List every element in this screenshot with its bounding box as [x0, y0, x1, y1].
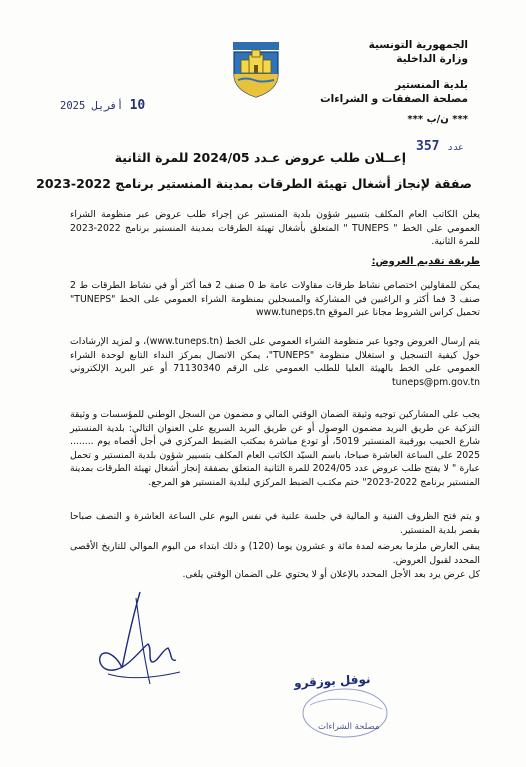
stamp-day: 10: [129, 98, 146, 113]
republic-name: الجمهورية التونسية: [368, 39, 468, 51]
signatory-name: نوفل بوزقرو: [293, 672, 371, 690]
stamp-month: أفريل: [91, 100, 124, 112]
department-name: مصلحة الصفقات و الشراءات: [320, 93, 468, 105]
municipality-name: بلدية المنستير: [395, 79, 468, 91]
stamp-year: 2025: [60, 100, 86, 112]
reference-marker: *** ن/ب ***: [407, 114, 468, 125]
stamp-department: مصلحة الشراءات: [318, 722, 380, 732]
announcement-title: إعــلان طلب عروض عـدد 2024/05 للمرة الثانية: [114, 150, 406, 165]
validity-paragraph: يبقى العارض ملزما بعرضه لمدة مائة و عشرون يوما (120) و ذلك ابتداء من اليوم الموالي للتاريخ الأقصى المحدد لقبول العروض.: [70, 541, 481, 566]
letterhead: [298, 38, 468, 127]
municipality-crest-icon: [232, 40, 280, 98]
section-heading: طريقة تقديم العروض:: [371, 256, 480, 267]
reference-number: 357: [416, 139, 440, 154]
announcement-subject: صفقة لإنجاز أشغال تهيئة الطرقات بمدينة المنستير برنامج 2022-2023: [36, 176, 472, 191]
late-offer-paragraph: كل عرض يرد بعد الأجل المحدد بالإعلان أو لا يحتوي على الضمان الوقتي يلغى.: [182, 569, 480, 580]
guarantee-paragraph: يجب على المشاركين توجيه وثيقة الضمان الوقتي المالي و مضمون من السجل الوطني للمؤسسات و وثيقة التزكية عن طريق البريد مضمون الوصول أو عن طريق البريد السريع على العنوان التالي: بلدية المنستير شارع الحبيب بورقيبة المنستير 5019، أو تودع مباشرة بمكتب الضبط المركزي في أجل أقصاه يوم ........ 2025 على الساعة العاشرة صباحا، باسم السيّد الكاتب العام المكلف بتسيير شؤون بلدية المنستير و تحمل عبارة " لا يفتح طلب عروض عدد 2024/05 للمرة الثانية المتعلق بصفقة إنجاز أشغال تهيئة الطرقات بمدينة المنستير برنامج 2022-2023" ختم مكتـب الضبط المركزي لبلدية المنستير هو المرجع.: [70, 409, 481, 488]
ministry-name: وزارة الداخلية: [396, 53, 468, 65]
date-stamp: [60, 98, 145, 113]
opening-paragraph: و يتم فتح الظروف الفنية و المالية في جلسة علنية في نفس اليوم على الساعة العاشرة و النصف صباحا بقصر بلدية المنستير.: [70, 511, 480, 536]
reference-stamp: [416, 139, 464, 154]
reference-prefix: عدد: [447, 143, 464, 153]
eligibility-paragraph: يمكن للمقاولين اختصاص نشاط طرقات مقاولات عامة ط 0 صنف 2 فما أكثر أو في نشاط الطرقات ط 2 صنف 3 فما أكثر و الراغبين في المشاركة والمسجلين بمنظومة الشراء العمومي على الخط "TUNEPS" تحميل كراس الشروط مجانا عبر الموقع www.tuneps.tn: [70, 280, 480, 319]
submission-paragraph: يتم إرسال العروض وجوبا عبر منظومة الشراء العمومي على الخط (www.tuneps.tn)، و لمزيد الإرشادات حول كيفية التسجيل و استغلال منظومة "TUNEPS"، يمكن الاتصال بمركز النداء التابع لوحدة الشراء العمومي على الخط بالهيئة العليا للطلب العمومي على الرقم 71130340 أو عبر البريد الإلكتروني tuneps@pm.gov.tn: [70, 336, 480, 388]
intro-paragraph: يعلن الكاتب العام المكلف بتسيير شؤون بلدية المنستير عن إجراء طلب عروض عبر منظومة الشراء العمومي على الخط " TUNEPS " المتعلق بأشغال تهيئة الطرقات بمدينة المنستير برنامج 2022-2023 للمرة الثانية.: [70, 209, 480, 248]
official-stamp-icon: [290, 665, 390, 745]
handwritten-signature: [88, 588, 188, 698]
